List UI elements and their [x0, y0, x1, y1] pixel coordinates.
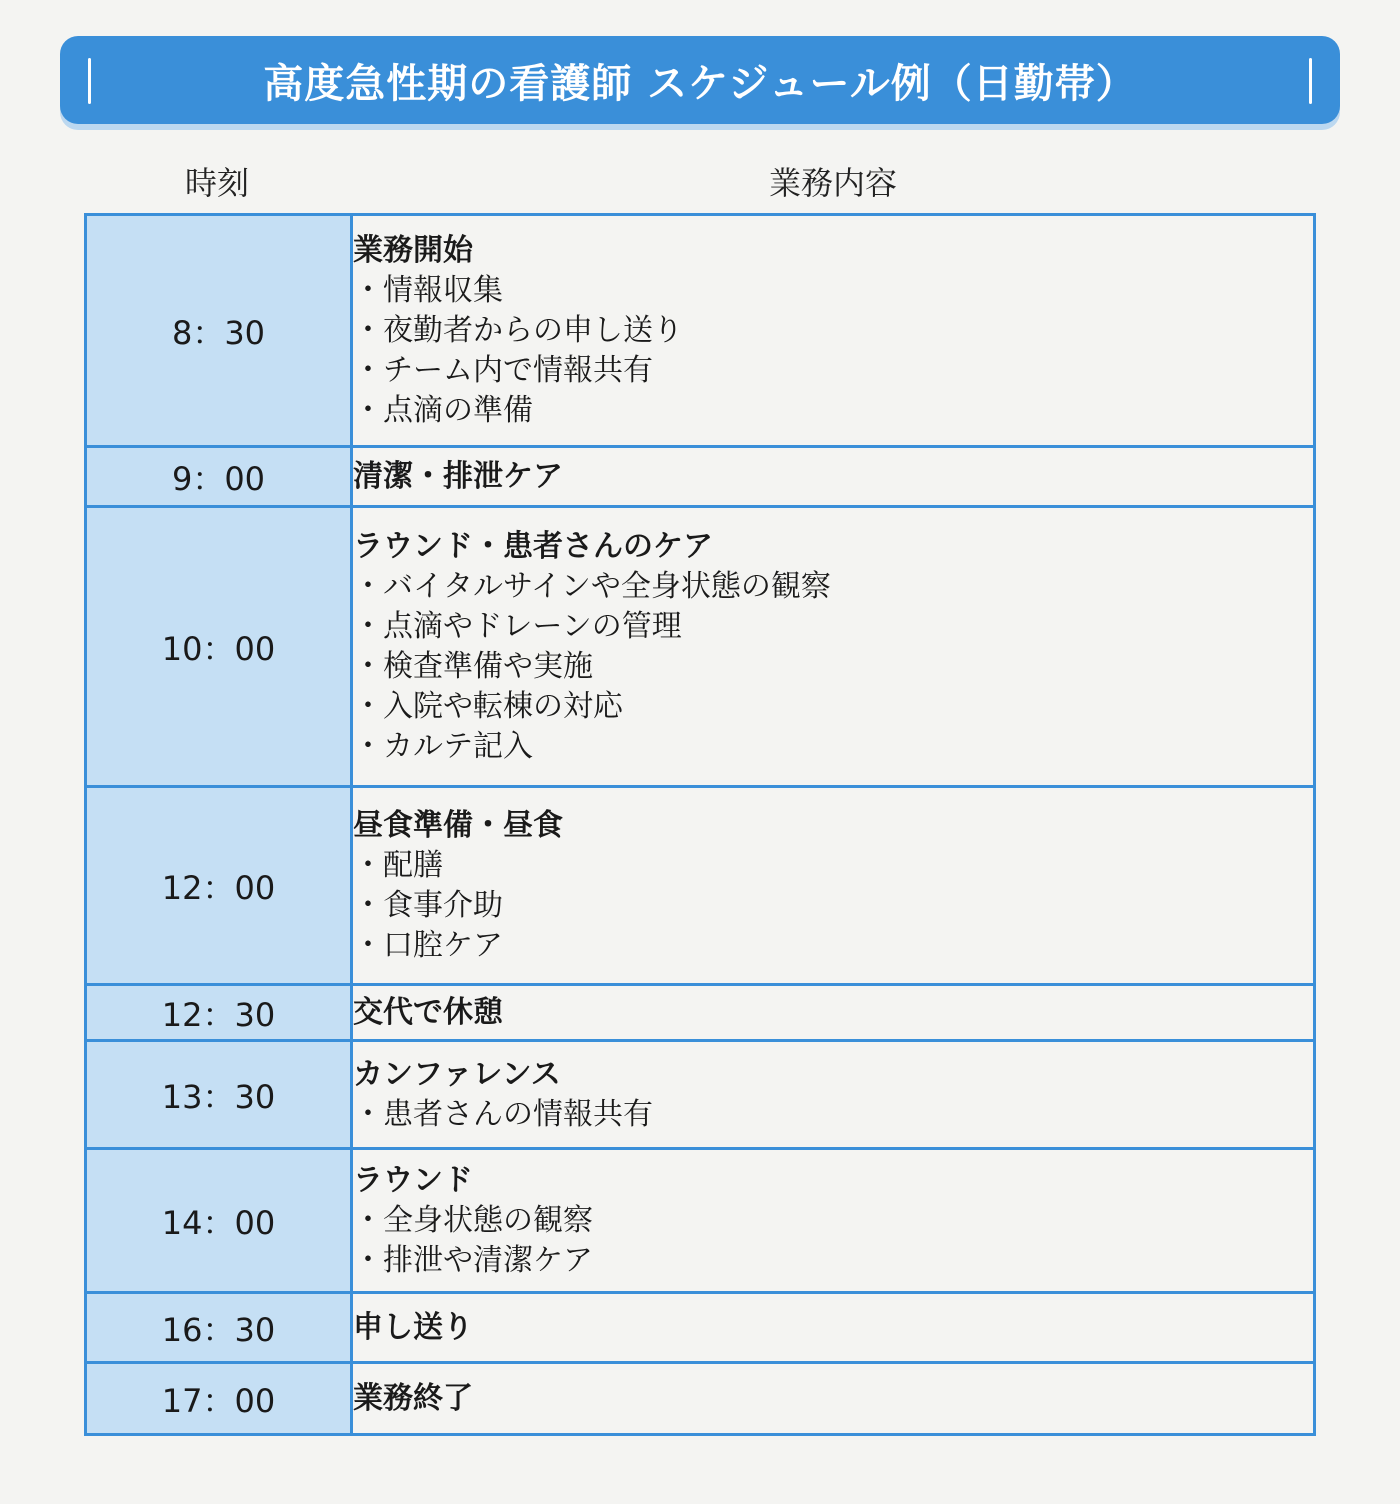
- task-cell: [352, 1149, 1315, 1293]
- task-list-item: ・ 点滴やドレーンの管理: [353, 607, 1313, 647]
- task-title: 昼食準備・昼食: [353, 807, 563, 843]
- task-list-item: ・ 食事介助: [353, 886, 1313, 926]
- task-list-item: ・ バイタルサインや全身状態の観察: [353, 567, 1313, 607]
- table-row: [86, 787, 1315, 985]
- table-row: [86, 1363, 1315, 1435]
- schedule-table: [84, 213, 1316, 1436]
- time-cell: 9：00: [86, 447, 352, 507]
- task-list-item: ・ 夜勤者からの申し送り: [353, 311, 1313, 351]
- table-row: [86, 215, 1315, 447]
- time-cell: 17：00: [86, 1363, 352, 1435]
- task-cell: [352, 1041, 1315, 1149]
- time-cell: 16：30: [86, 1293, 352, 1363]
- task-cell: [352, 1293, 1315, 1363]
- task-list-item: ・ 配膳: [353, 846, 1313, 886]
- task-list-item: ・ チーム内で情報共有: [353, 351, 1313, 391]
- time-cell: 12：30: [86, 985, 352, 1041]
- time-cell: 8：30: [86, 215, 352, 447]
- table-row: [86, 1149, 1315, 1293]
- task-cell: [352, 447, 1315, 507]
- task-title: 業務開始: [353, 232, 473, 268]
- task-list-item: ・ 点滴の準備: [353, 391, 1313, 431]
- task-list-item: ・ 口腔ケア: [353, 926, 1313, 966]
- task-cell: [352, 507, 1315, 787]
- task-title: 業務終了: [353, 1380, 473, 1416]
- task-cell: [352, 1363, 1315, 1435]
- banner-left-bar: [88, 58, 91, 104]
- column-header-time: 時刻: [184, 164, 249, 202]
- time-cell: 12：00: [86, 787, 352, 985]
- task-list-item: ・ 患者さんの情報共有: [353, 1095, 1313, 1135]
- title-banner: [60, 36, 1340, 124]
- task-title: ラウンド・患者さんのケア: [353, 528, 713, 564]
- task-cell: [352, 215, 1315, 447]
- time-cell: 10：00: [86, 507, 352, 787]
- column-header-task: 業務内容: [768, 164, 897, 202]
- task-list-item: ・ 入院や転棟の対応: [353, 687, 1313, 727]
- task-title: 交代で休憩: [353, 994, 503, 1030]
- task-title: 申し送り: [353, 1309, 473, 1345]
- table-row: [86, 447, 1315, 507]
- table-row: [86, 1041, 1315, 1149]
- task-title: ラウンド: [353, 1162, 473, 1198]
- task-list-item: ・ 情報収集: [353, 271, 1313, 311]
- task-list-item: ・ 検査準備や実施: [353, 647, 1313, 687]
- task-title: 清潔・排泄ケア: [353, 458, 563, 494]
- task-cell: [352, 985, 1315, 1041]
- task-list-item: ・ 全身状態の観察: [353, 1201, 1313, 1241]
- banner-right-bar: [1309, 58, 1312, 104]
- time-cell: 14：00: [86, 1149, 352, 1293]
- schedule-body: [86, 215, 1315, 1435]
- table-row: [86, 985, 1315, 1041]
- page-title: 高度急性期の看護師 スケジュール例（日勤帯）: [263, 60, 1137, 107]
- task-list-item: ・ カルテ記入: [353, 727, 1313, 767]
- task-cell: [352, 787, 1315, 985]
- task-title: カンファレンス: [353, 1056, 561, 1092]
- time-cell: 13：30: [86, 1041, 352, 1149]
- table-row: [86, 507, 1315, 787]
- task-list-item: ・ 排泄や清潔ケア: [353, 1241, 1313, 1281]
- table-row: [86, 1293, 1315, 1363]
